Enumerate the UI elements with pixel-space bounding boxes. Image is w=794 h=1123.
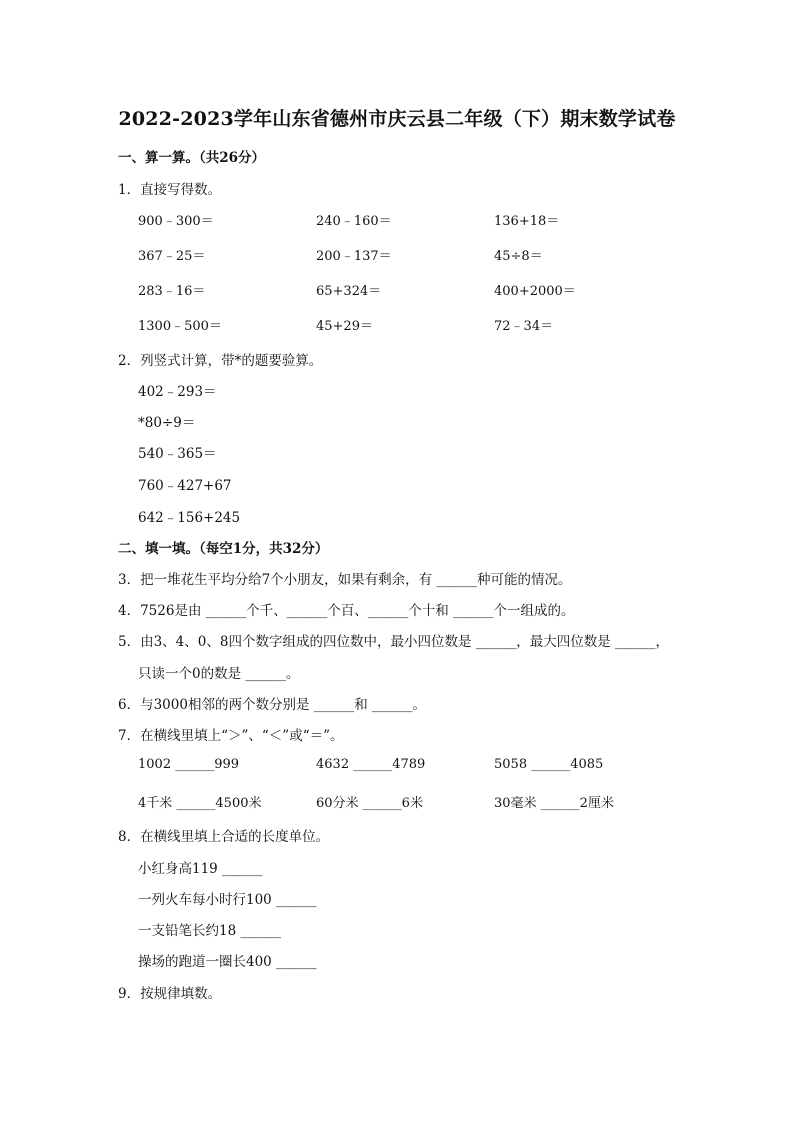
- section-2-heading: 二、填一填。（每空1分，共32分）: [118, 541, 329, 557]
- q1-row: [0, 210, 794, 228]
- question-7: 7．在横线里填上“＞”、“＜”或“＝”。: [118, 728, 344, 744]
- q1-item: 65+324＝: [316, 284, 382, 299]
- q2-item: 642﹣156+245: [138, 510, 241, 526]
- q1-row: [0, 245, 794, 263]
- question-6: 6．与3000相邻的两个数分别是 ______和 ______。: [118, 697, 427, 713]
- q7-row: [0, 757, 794, 775]
- q7-item: 5058 ______4085: [494, 757, 604, 772]
- q1-row: [0, 280, 794, 298]
- q8-item: 操场的跑道一圈长400 ______: [138, 954, 317, 970]
- q1-item: 200﹣137＝: [316, 249, 392, 264]
- q8-item: 一列火车每小时行100 ______: [138, 892, 317, 908]
- q1-item: 1300﹣500＝: [138, 319, 222, 334]
- q1-item: 900﹣300＝: [138, 214, 214, 229]
- question-4: 4．7526是由 ______个千、______个百、______个十和 ______个一组成的。: [118, 603, 575, 619]
- q7-item: 4千米 ______4500米: [138, 796, 262, 811]
- q7-item: 1002 ______999: [138, 757, 240, 772]
- question-5: 5．由3、4、0、8四个数字组成的四位数中，最小四位数是 ______，最大四位数是 ______，: [118, 634, 670, 650]
- question-2: 2．列竖式计算，带*的题要验算。: [118, 353, 323, 369]
- q1-item: 367﹣25＝: [138, 249, 206, 264]
- question-1: 1．直接写得数。: [118, 182, 222, 198]
- q1-row: [0, 315, 794, 333]
- q2-item: 540﹣365＝: [138, 446, 217, 462]
- q2-item: 402﹣293＝: [138, 384, 217, 400]
- q1-item: 72﹣34＝: [494, 319, 554, 334]
- question-8: 8．在横线里填上合适的长度单位。: [118, 829, 330, 845]
- q1-item: 45÷8＝: [494, 249, 543, 264]
- q7-item: 30毫米 ______2厘米: [494, 796, 614, 811]
- q2-item: 760﹣427+67: [138, 478, 232, 494]
- q2-item: *80÷9＝: [138, 415, 196, 431]
- q1-item: 45+29＝: [316, 319, 373, 334]
- q8-item: 小红身高119 ______: [138, 861, 263, 877]
- question-3: 3．把一堆花生平均分给7个小朋友，如果有剩余，有 ______种可能的情况。: [118, 572, 572, 588]
- q7-row: [0, 792, 794, 810]
- q8-item: 一支铅笔长约18 ______: [138, 923, 281, 939]
- q7-item: 4632 ______4789: [316, 757, 426, 772]
- q1-item: 283﹣16＝: [138, 284, 206, 299]
- question-9: 9．按规律填数。: [118, 986, 222, 1002]
- q7-item: 60分米 ______6米: [316, 796, 423, 811]
- q1-item: 136+18＝: [494, 214, 560, 229]
- exam-title: 2022-2023学年山东省德州市庆云县二年级（下）期末数学试卷: [118, 108, 676, 130]
- question-5-continued: 只读一个0的数是 ______。: [138, 666, 300, 682]
- q1-item: 240﹣160＝: [316, 214, 392, 229]
- section-1-heading: 一、算一算。（共26分）: [118, 150, 266, 166]
- q1-item: 400+2000＝: [494, 284, 576, 299]
